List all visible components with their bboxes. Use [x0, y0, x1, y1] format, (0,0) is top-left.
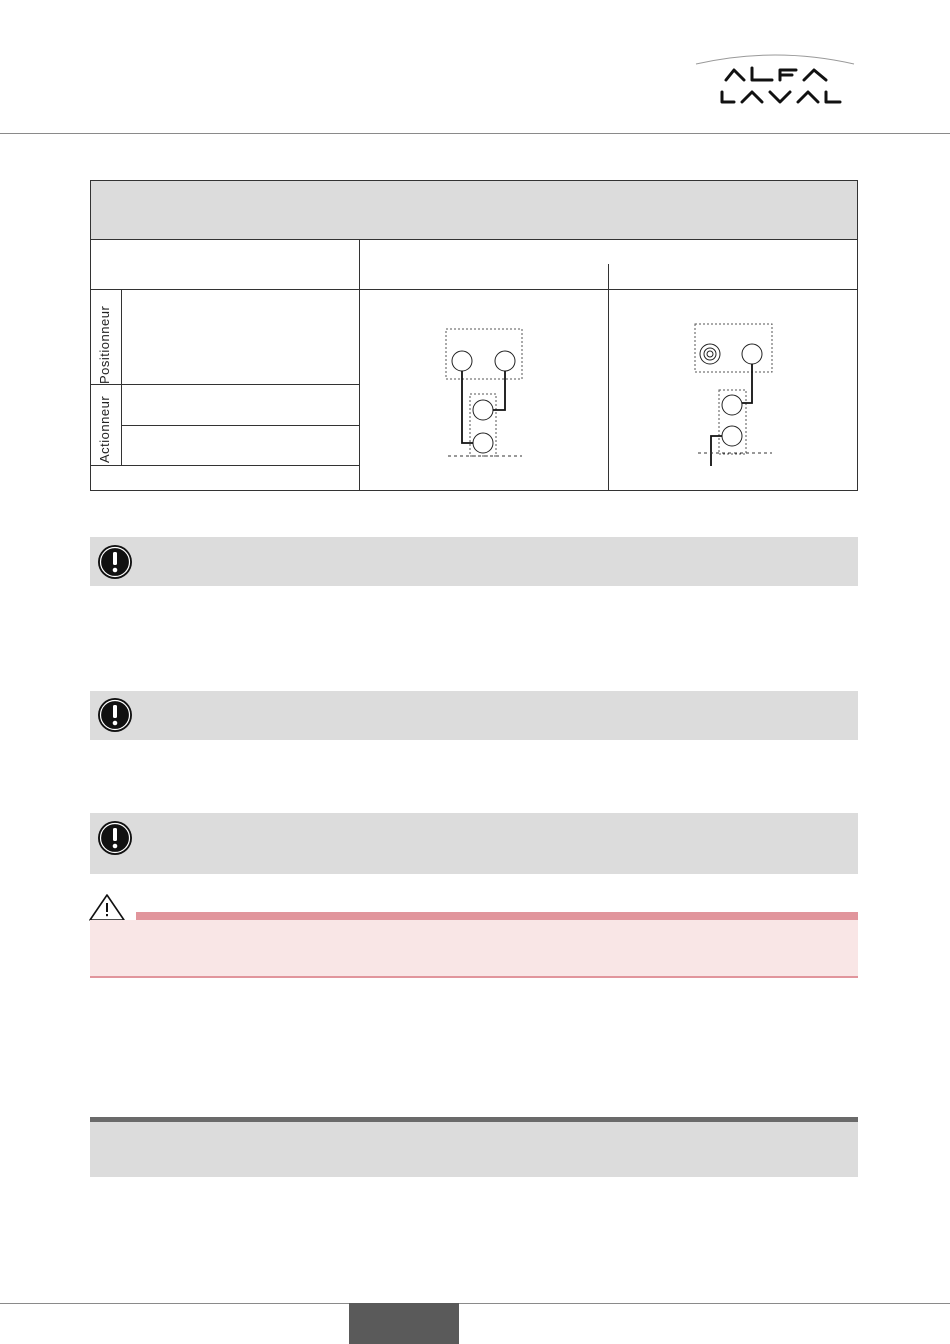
exclamation-icon: [97, 544, 133, 580]
note-box: [90, 537, 858, 586]
table-rule: [121, 425, 359, 426]
note-box: [90, 691, 858, 740]
table-rule: [359, 239, 360, 491]
connection-diagram-double: [690, 320, 780, 470]
warning-bottom-rule: [90, 976, 858, 978]
warning-triangle-icon: [87, 893, 127, 923]
table-rule: [608, 264, 609, 491]
warning-accent-bar: [136, 912, 858, 920]
table-rule: [121, 289, 122, 465]
section-header-bar: [90, 1117, 858, 1122]
connection-diagram-single: [430, 320, 540, 465]
page-number-tab: [349, 1303, 459, 1344]
table-rule: [91, 384, 359, 385]
table-rule: [91, 239, 857, 240]
exclamation-icon: [97, 820, 133, 856]
section-header-box: [90, 1117, 858, 1177]
row-label-actuator: Actionneur: [97, 395, 112, 463]
row-label-positioner: Positionneur: [97, 305, 112, 384]
note-box: [90, 813, 858, 874]
alfa-laval-logo: [690, 52, 860, 114]
table-rule: [91, 289, 857, 290]
header-rule: [0, 133, 950, 134]
exclamation-icon: [97, 697, 133, 733]
warning-box: [90, 920, 858, 976]
table-rule: [91, 465, 359, 466]
footer-rule: [0, 1303, 950, 1304]
